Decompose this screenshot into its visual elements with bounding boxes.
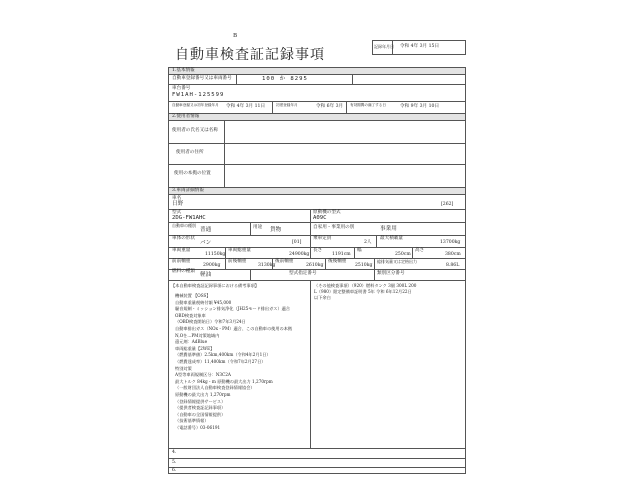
section1-heading: 1.基本情報 [172,68,195,73]
height-value: 380cm [445,252,461,257]
section2-header-bar [168,113,466,121]
first-reg-label: 自動車登録又は初年登録年月 [172,103,219,107]
remark-line: N,Oを...PM対策地域内 [175,332,220,338]
front-front-axle-value: 2900kg [203,263,221,268]
document-title: 自動車検査証記録事項 [175,47,325,63]
chassis-label: 車台番号 [172,86,191,91]
purpose-value: 貨物 [270,227,282,233]
maker-code: [262] [441,202,454,207]
fuel-label: 燃料の種類 [172,269,195,274]
section4-label: 4. [172,450,177,455]
remark-line: 自動車排出ガス（NOx・PM）適合、この自動車の使用の本拠 [175,326,293,331]
remark-line: 特別対策 [175,365,192,371]
maker-label: 車名 [172,196,182,201]
capacity-value: 2人 [364,240,372,245]
remark-line: OBD検査対象車 [175,312,206,318]
front-rear-axle-label: 前後軸重 [228,259,247,264]
fuel-value: 軽油 [200,272,212,278]
remark-line: 車両総重量【2WE】 [175,345,215,351]
remark-line: 原動機の最大出力 1,270rpm [175,392,231,397]
reg-label: 自動車登録番号又は車両番号 [172,76,232,81]
height-label: 高さ [415,248,425,253]
width-value: 250cm [395,252,411,257]
class-number-label: 類別区分番号 [377,271,405,276]
front-rear-axle-value: 3130kg [258,263,276,268]
length-value: 1191cm [332,252,351,257]
engine-label: 原動機の型式 [313,210,341,215]
expiry-value: 令和 9年 3月 10日 [400,104,440,109]
length-label: 長さ [313,248,323,253]
remark-line: 騒音規制・ミッション排気浄化（JH25モード排出ガス）適合 [175,306,291,312]
gross-label: 車両総重量 [228,248,251,253]
section1-header-bar [168,67,466,75]
record-date-value: 令和 4年 3月 15日 [400,44,440,49]
remark-line: （登録情報提供サービス） [175,398,226,404]
shape-label: 車体の形状 [172,236,195,241]
type-number-label: 型式指定番号 [289,271,317,276]
maker-value: 日野 [172,201,184,207]
section3-heading: 3.車両詳細情報 [172,188,204,193]
first-year-label: 初度登録年月 [276,103,298,107]
remark-right-line: （その他検査事項）（920）燃料タンク 3個 300L 200 [314,283,417,288]
remark-line: （自動車の全国情報提供） [175,411,226,417]
chassis-value: FW1AH-125599 [172,92,225,98]
remark-line: （燃費基準値）2.5km,400km（令和4年2月1日） [175,352,271,358]
section6-label: 6. [172,468,177,473]
remark-line: A型等車両規制区分：N3C2A [175,372,231,378]
user-name-label: 使用者の氏名又は名称 [172,128,218,133]
front-front-axle-label: 前前軸重 [172,259,191,264]
section3-header-bar [168,187,466,195]
maxload-label: 最大積載量 [380,236,403,241]
type-value: 2DG-FW1AHC [172,215,206,221]
gross-value: 24900kg [289,252,310,257]
remark-line: 最大トルク 84kg・m 原動機の最大出力 1,270rpm [175,378,273,384]
section2-heading: 2.使用者情報 [172,114,200,119]
capacity-label: 乗車定員 [313,236,332,241]
first-year-value: 令和 6年 3月 [316,104,344,109]
purpose-label: 用途 [253,225,263,230]
biz-value: 事業用 [380,226,397,232]
use-value: 普通 [200,227,212,233]
remark-right-line: L（980）限定整備車証明書 5年 令和 6年12月22日 [314,289,412,294]
rear-front-axle-label: 後前軸重 [275,259,294,264]
type-label: 型式 [172,210,182,215]
first-reg-value: 令和 4年 3月 11日 [226,104,266,109]
remark-line: 機械装置 【OSS】 [175,293,211,298]
remark-line: （提供者検査証記録事項） [175,405,226,411]
remark-line: 還元剤：AdBlue [175,339,208,345]
remark-line: （燃費達成率）11,400km（令和7年2月27日） [175,359,266,364]
remark-line: （一般財団法人自動車検査登録情報協会） [175,385,255,391]
weight-label: 車両重量 [172,248,191,253]
engine-value: A09C [313,215,327,221]
shape-value: バン [200,240,212,246]
reg-value: 100 か 8295 [262,76,308,82]
displacement-label: 総排気量又は定格出力 [377,259,417,264]
width-label: 幅 [357,248,362,253]
maxload-value: 13700kg [440,240,461,245]
record-date-label: 記録年月日 [374,44,394,49]
biz-label: 自家用・事業用の別 [313,225,355,230]
displacement-value: 8.86L [446,263,460,268]
shape-code: [01] [292,240,302,245]
rear-rear-axle-label: 後後軸重 [328,259,347,264]
remarks-heading: 【本自動車検査証記録事項における備考事項】 [171,283,259,288]
rear-front-axle-value: 2610kg [306,263,324,268]
form-code: B [233,33,238,39]
remark-line: （OBD検査開始日）令和7年3月24日 [175,319,246,325]
use-label: 自動車の種別 [172,223,196,228]
weight-value: 11150kg [205,252,226,257]
section5-label: 5. [172,460,177,465]
rear-rear-axle-value: 2510kg [355,263,373,268]
remark-line: 自動車重量税納付額 ¥45,000 [175,299,232,305]
user-address-label: 使用者の住所 [176,150,204,155]
remark-right-line: 以下余白 [314,295,331,300]
expiry-label: 有効期間の満了する日 [350,103,386,107]
remark-line: （技術基準情報） [175,418,209,424]
remark-line: （電話番号）03-06191 [175,425,221,430]
base-location-label: 使用の本拠の位置 [174,171,211,176]
